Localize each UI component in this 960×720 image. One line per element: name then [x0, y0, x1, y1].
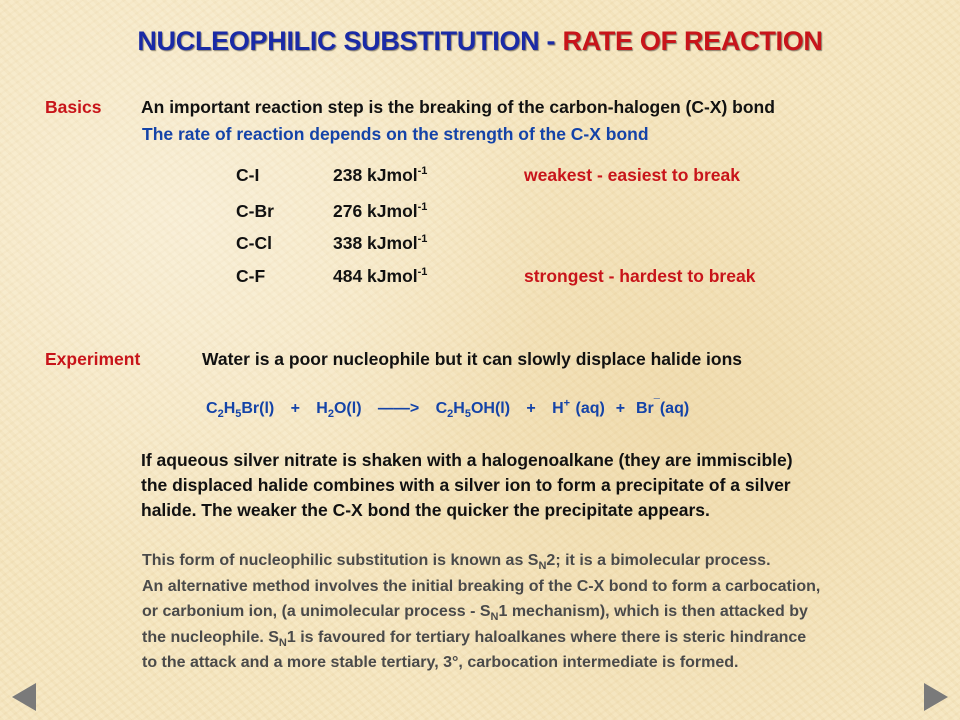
bond-energy: 484 kJmol$^{-1}$: [333, 266, 428, 286]
bond-name: C-Br: [236, 201, 274, 221]
note-line: or carbonium ion, (a unimolecular process - $S_N1$ mechanism), which is then attacked by: [142, 603, 808, 624]
title-part1: NUCLEOPHILIC SUBSTITUTION -: [137, 26, 563, 56]
paragraph-line: the displaced halide combines with a silver ion to form a precipitate of a silver: [141, 475, 791, 495]
precipitate-paragraph: [141, 448, 793, 523]
bond-energy: 238 kJmol$^{-1}$: [333, 165, 428, 185]
note-line: to the attack and a more stable tertiary, 3°, carbocation intermediate is formed.: [142, 654, 739, 671]
bond-energy: 338 kJmol$^{-1}$: [333, 233, 428, 253]
note-line: An alternative method involves the initial breaking of the C-X bond to form a carbocation,: [142, 577, 821, 595]
basics-line1: An important reaction step is the breaking of the carbon-halogen (C-X) bond: [141, 97, 775, 117]
reaction-equation: $C_2H_5Br(l)$ + $H_2O(l)$ ——> $C_2H_5OH(l)$ + H+ (aq) + Br¯(aq): [206, 397, 690, 421]
paragraph-line: halide. The weaker the C-X bond the quicker the precipitate appears.: [141, 500, 710, 520]
title-part2: RATE OF REACTION: [562, 26, 823, 56]
note-line: This form of nucleophilic substitution is known as $S_N2$; it is a bimolecular process.: [142, 552, 771, 573]
bond-name: C-F: [236, 266, 266, 286]
experiment-text: Water is a poor nucleophile but it can slowly displace halide ions: [202, 349, 743, 369]
experiment-label: Experiment: [45, 349, 141, 369]
page-title: [0, 26, 960, 57]
next-slide-icon[interactable]: [924, 683, 948, 711]
previous-slide-icon[interactable]: [12, 683, 36, 711]
paragraph-line: If aqueous silver nitrate is shaken with a halogenoalkane (they are immiscible): [141, 450, 793, 470]
basics-line2: The rate of reaction depends on the strength of the C-X bond: [142, 124, 649, 144]
note-line: the nucleophile. $S_N1$ is favoured for tertiary haloalkanes where there is steric hindrance: [142, 628, 807, 649]
bond-note: weakest - easiest to break: [524, 165, 740, 185]
bond-note: strongest - hardest to break: [524, 266, 756, 286]
bond-name: C-I: [236, 165, 260, 185]
mechanism-notes: [142, 548, 820, 676]
basics-label: Basics: [45, 97, 102, 117]
bond-energy: 276 kJmol$^{-1}$: [333, 201, 428, 221]
bond-name: C-Cl: [236, 233, 272, 253]
